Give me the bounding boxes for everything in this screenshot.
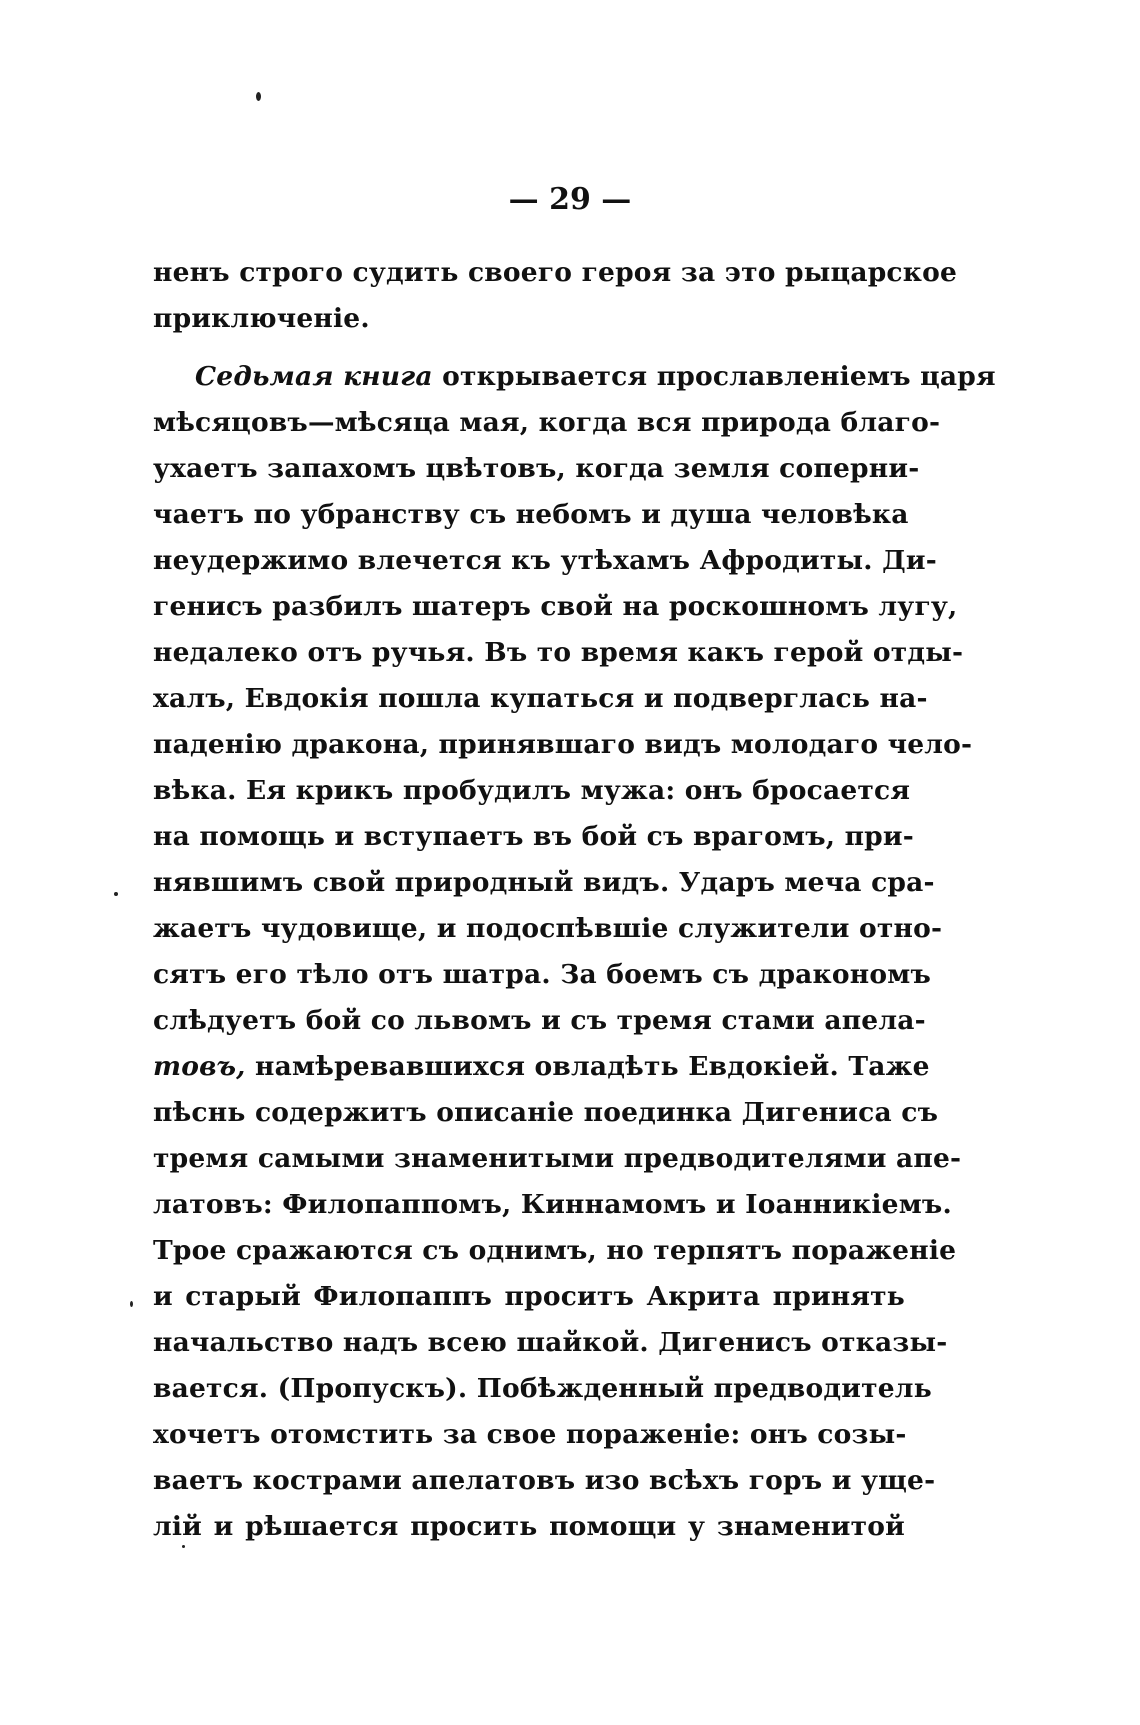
text-line: недалеко отъ ручья. Въ то время какъ герой отды- xyxy=(153,637,964,668)
page-number: — 29 — xyxy=(508,182,632,217)
text-line: тремя самыми знаменитыми предводителями апе- xyxy=(153,1143,962,1174)
text-line: сятъ его тѣло отъ шатра. За боемъ съ дракономъ xyxy=(153,959,931,990)
ink-speck xyxy=(256,92,261,101)
text-line: жаетъ чудовище, и подоспѣвшіе служители отно- xyxy=(153,913,943,944)
text-line: мѣсяцовъ—мѣсяца мая, когда вся природа благо- xyxy=(153,407,941,438)
text-line: халъ, Евдокія пошла купаться и подверглась на- xyxy=(153,683,928,714)
text-line: приключеніе. xyxy=(153,303,370,334)
text-line: и старый Филопаппъ проситъ Акрита принять xyxy=(153,1281,905,1312)
text-line: ваетъ кострами апелатовъ изо всѣхъ горъ и уще- xyxy=(153,1465,936,1496)
text-line: на помощь и вступаетъ въ бой съ врагомъ, при- xyxy=(153,821,914,852)
text-line: пѣснь содержитъ описаніе поединка Дигениса съ xyxy=(153,1097,939,1128)
term-italic: товъ, xyxy=(153,1051,246,1082)
book-title-italic: Седьмая книга xyxy=(195,361,433,392)
text-line xyxy=(153,998,926,1044)
text-line xyxy=(153,1044,930,1090)
text-line: паденію дракона, принявшаго видъ молодаго чело- xyxy=(153,729,973,760)
text-line: начальство надъ всею шайкой. Дигенисъ отказы- xyxy=(153,1327,948,1358)
text-line: чаетъ по убранству съ небомъ и душа человѣка xyxy=(153,499,909,530)
ink-speck xyxy=(130,1301,133,1307)
text-line: ненъ строго судить своего героя за это рыцарское xyxy=(153,257,958,288)
text-line: нявшимъ свой природный видъ. Ударъ меча сра- xyxy=(153,867,935,898)
paragraph-gap xyxy=(153,342,905,354)
text-line: вается. (Пропускъ). Побѣжденный предводитель xyxy=(153,1373,932,1404)
body-text xyxy=(153,250,996,1550)
text-line: неудержимо влечется къ утѣхамъ Афродиты. Ди- xyxy=(153,545,937,576)
text-span: намѣревавшихся овладѣть Евдокіей. Таже xyxy=(245,1051,930,1082)
text-line: генисъ разбилъ шатеръ свой на роскошномъ лугу, xyxy=(153,591,958,622)
text-span: открывается прославленіемъ царя xyxy=(432,361,996,392)
text-line: ухаетъ запахомъ цвѣтовъ, когда земля соперни- xyxy=(153,453,920,484)
text-line: лій и рѣшается просить помощи у знаменитой xyxy=(153,1511,905,1542)
text-line: вѣка. Ея крикъ пробудилъ мужа: онъ бросается xyxy=(153,775,911,806)
text-span: слѣдуетъ бой со львомъ и съ тремя стами апела- xyxy=(153,1005,926,1036)
text-line xyxy=(153,354,996,400)
ink-speck xyxy=(114,892,118,896)
text-line: Трое сражаются съ однимъ, но терпятъ пораженіе xyxy=(153,1235,957,1266)
text-line: латовъ: Филопаппомъ, Киннамомъ и Іоанникіемъ. xyxy=(153,1189,952,1220)
text-line: хочетъ отомстить за свое пораженіе: онъ созы- xyxy=(153,1419,907,1450)
